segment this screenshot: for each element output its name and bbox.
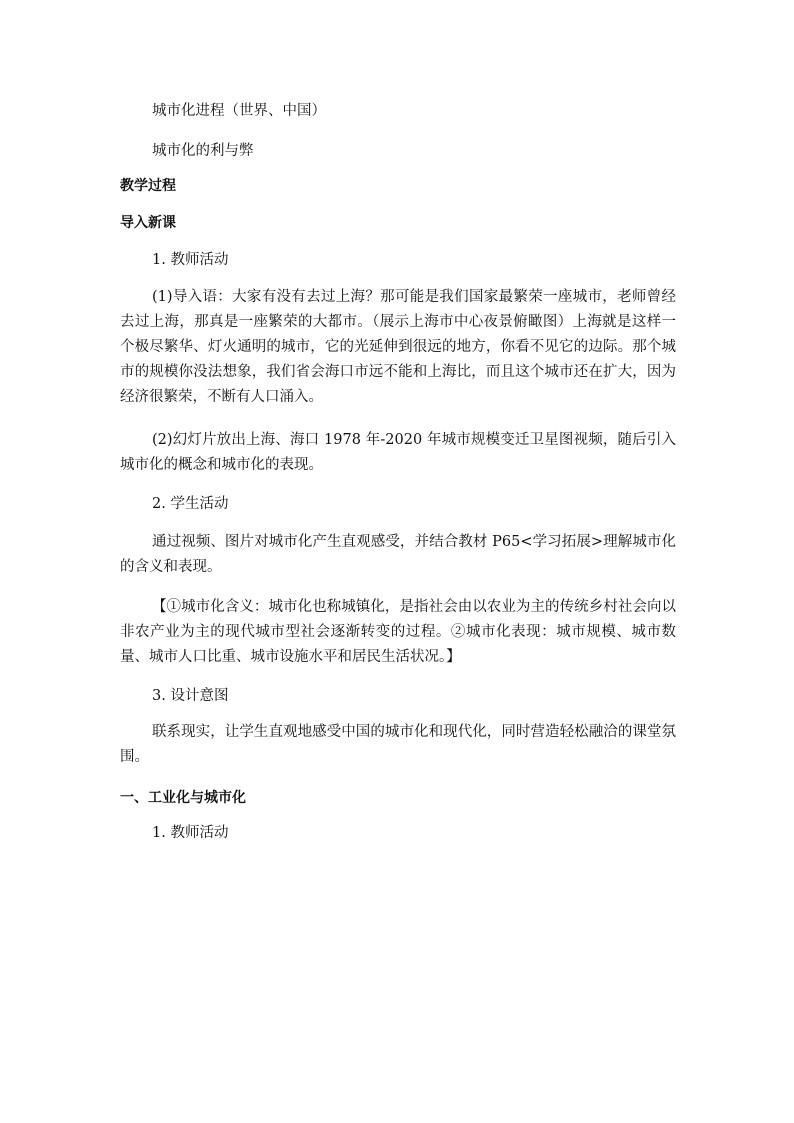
paragraph-intro-speech: (1)导入语：大家有没有去过上海？那可能是我们国家最繁荣一座城市，老师曾经去过上海，那真是一座繁荣的大都市。（展示上海市中心夜景俯瞰图）上海就是这样一个极尽繁华、灯火通明的城市，它的光延伸到很远的地方，你看不见它的边际。那个城市的规模你没法想象，我们省会海口市远不能和上海比，而且这个城市还在扩大，因为经济很繁荣，不断有人口涌入。: [120, 289, 676, 405]
subheading-teacher-activity-2: 1. 教师活动: [152, 825, 229, 841]
paragraph-slides: (2)幻灯片放出上海、海口 1978 年-2020 年城市规模变迁卫星图视频，随后引入城市化的概念和城市化的表现。: [120, 432, 676, 473]
subheading-student-activity: 2. 学生活动: [152, 496, 229, 512]
outline-item-urbanization-process: 城市化进程（世界、中国）: [152, 103, 326, 119]
heading-introduction: 导入新课: [120, 215, 176, 231]
heading-industrialization-urbanization: 一、工业化与城市化: [120, 790, 246, 806]
paragraph-urbanization-definition: 【①城市化含义：城市化也称城镇化，是指社会由以农业为主的传统乡村社会向以非农产业为主的现代城市型社会逐渐转变的过程。②城市化表现：城市规模、城市数量、城市人口比重、城市设施水平和居民生活状况。】: [120, 599, 676, 665]
paragraph-design-intent: 联系现实，让学生直观地感受中国的城市化和现代化，同时营造轻松融洽的课堂氛围。: [120, 724, 676, 765]
outline-item-pros-cons: 城市化的利与弊: [152, 143, 254, 159]
heading-teaching-process: 教学过程: [120, 178, 176, 194]
subheading-teacher-activity: 1. 教师活动: [152, 252, 229, 268]
subheading-design-intent: 3. 设计意图: [152, 688, 229, 704]
paragraph-student-perception: 通过视频、图片对城市化产生直观感受，并结合教材 P65<学习拓展>理解城市化的含义和表现。: [120, 534, 676, 575]
